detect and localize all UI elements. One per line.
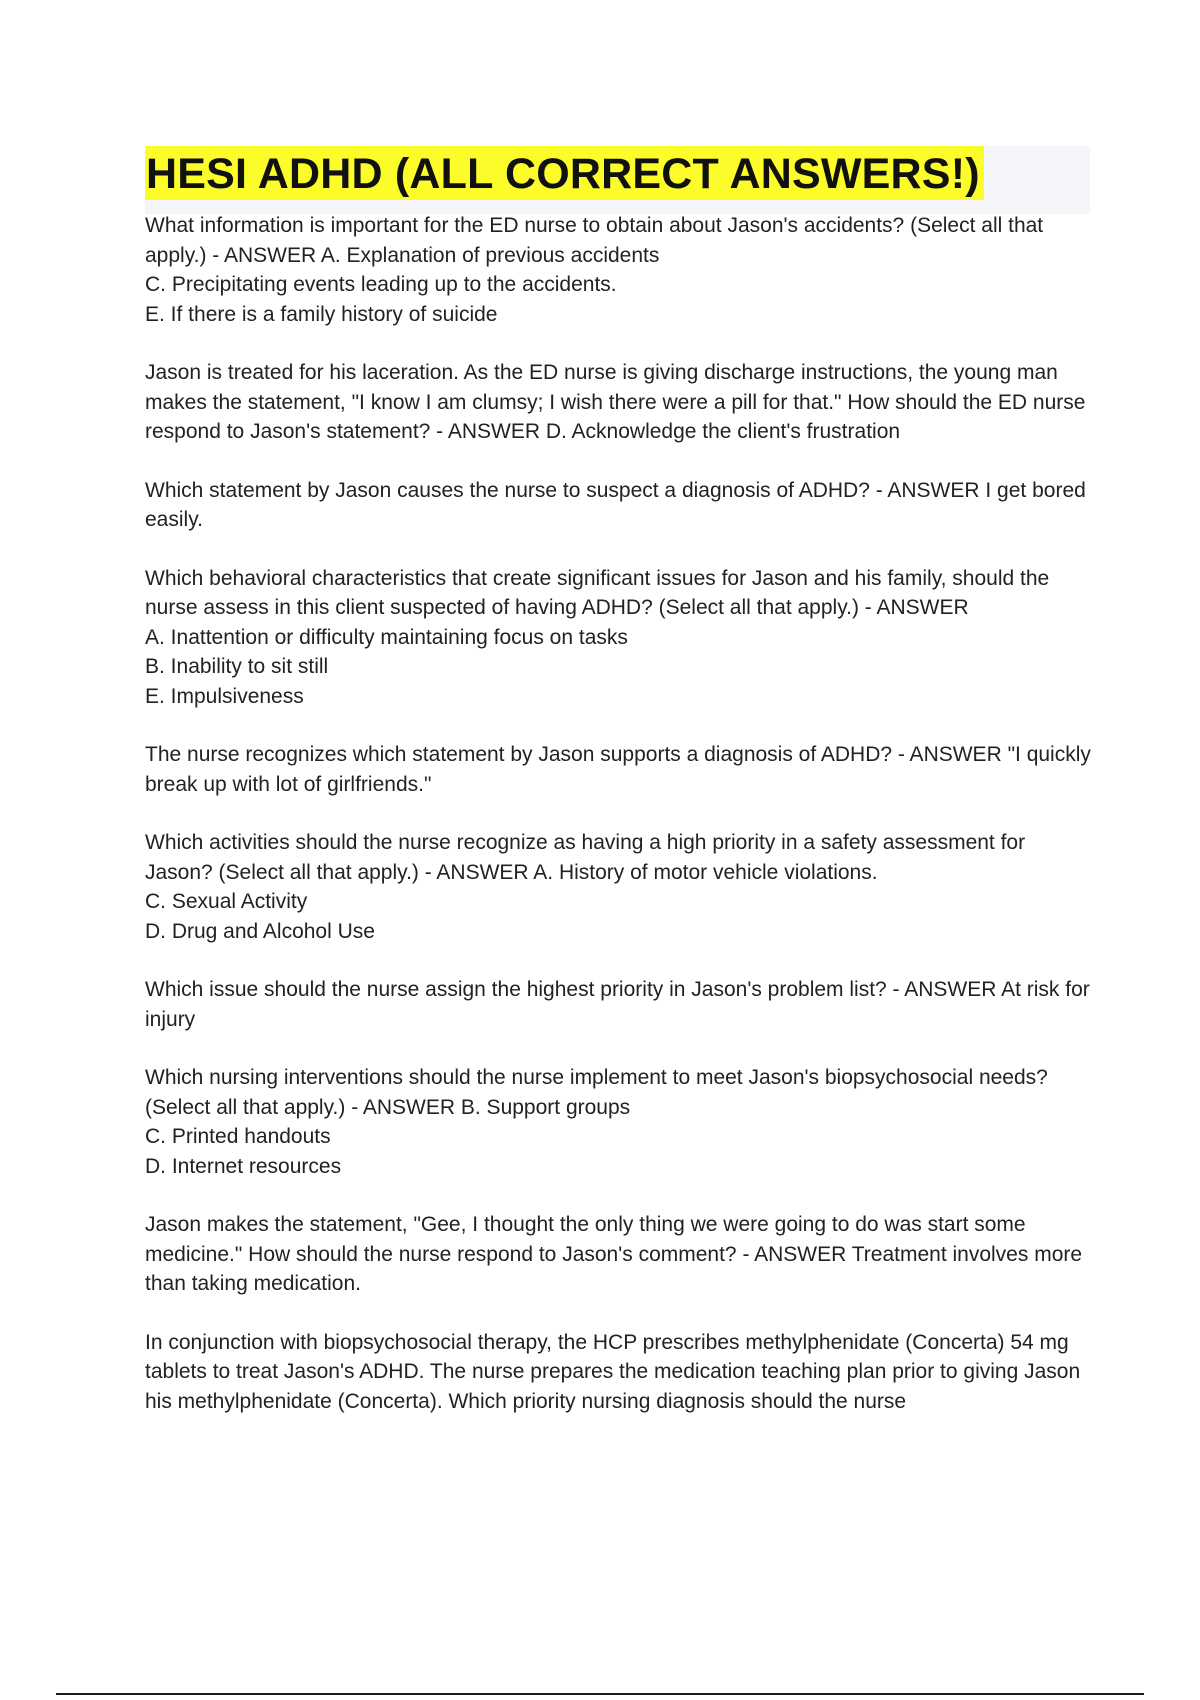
footer-divider [56,1693,1144,1695]
qa-answer-line: D. Internet resources [145,1154,342,1178]
qa-item-10 [145,1328,1095,1417]
qa-answer-line: C. Printed handouts [145,1125,331,1148]
qa-answer-line: D. Drug and Alcohol Use [145,919,375,943]
qa-item-7 [145,975,1095,1034]
qa-question: What information is important for the ED nurse to obtain about Jason's accidents? (Select all that apply.) - ANSWER A. Explanation of previous accidents [145,214,1044,267]
qa-item-3 [145,476,1095,535]
qa-answer-line: A. Inattention or difficulty maintaining focus on tasks [145,625,628,649]
qa-answer-line: C. Precipitating events leading up to the accidents. [145,273,617,296]
qa-question: Which issue should the nurse assign the highest priority in Jason's problem list? - ANSWER At risk for injury [145,978,1090,1031]
qa-item-2 [145,358,1095,447]
qa-question: Which behavioral characteristics that create significant issues for Jason and his family, should the nurse assess in this client suspected of having ADHD? (Select all that apply.) - ANSWER [145,566,1050,619]
qa-list [145,211,1095,1445]
qa-question: Jason makes the statement, "Gee, I thought the only thing we were going to do was start some medicine." How should the nurse respond to Jason's comment? - ANSWER Treatment involves more than taking medication. [145,1213,1083,1295]
qa-item-8 [145,1063,1095,1181]
qa-item-9 [145,1210,1095,1299]
qa-question: Which statement by Jason causes the nurse to suspect a diagnosis of ADHD? - ANSWER I get bored easily. [145,478,1086,531]
title-block [145,146,1090,214]
qa-item-5 [145,740,1095,799]
qa-item-4 [145,564,1095,712]
qa-item-1 [145,211,1095,329]
page-title: HESI ADHD (ALL CORRECT ANSWERS!) [145,146,984,200]
qa-question: Which activities should the nurse recognize as having a high priority in a safety assessment for Jason? (Select all that apply.) - ANSWER A. History of motor vehicle violations. [145,831,1026,884]
qa-question: Jason is treated for his laceration. As the ED nurse is giving discharge instructions, the young man makes the statement, "I know I am clumsy; I wish there were a pill for that." How should the ED nurse respond to Jason's statement? - ANSWER D. Acknowledge the client's frustration [145,361,1086,443]
qa-answer-line: C. Sexual Activity [145,890,308,913]
qa-item-6 [145,828,1095,946]
qa-question: The nurse recognizes which statement by Jason supports a diagnosis of ADHD? - ANSWER "I quickly break up with lot of girlfriends." [145,743,1091,796]
qa-question: Which nursing interventions should the nurse implement to meet Jason's biopsychosocial needs? (Select all that apply.) - ANSWER B. Support groups [145,1066,1048,1119]
qa-question: In conjunction with biopsychosocial therapy, the HCP prescribes methylphenidate (Concerta) 54 mg tablets to treat Jason's ADHD. The nurse prepares the medication teaching plan prior to giving Jason his methylphenidate (Concerta). Which priority nursing diagnosis should the nurse [145,1330,1081,1413]
qa-answer-line: B. Inability to sit still [145,655,329,678]
qa-answer-line: E. Impulsiveness [145,684,304,708]
qa-answer-line: E. If there is a family history of suicide [145,302,498,326]
